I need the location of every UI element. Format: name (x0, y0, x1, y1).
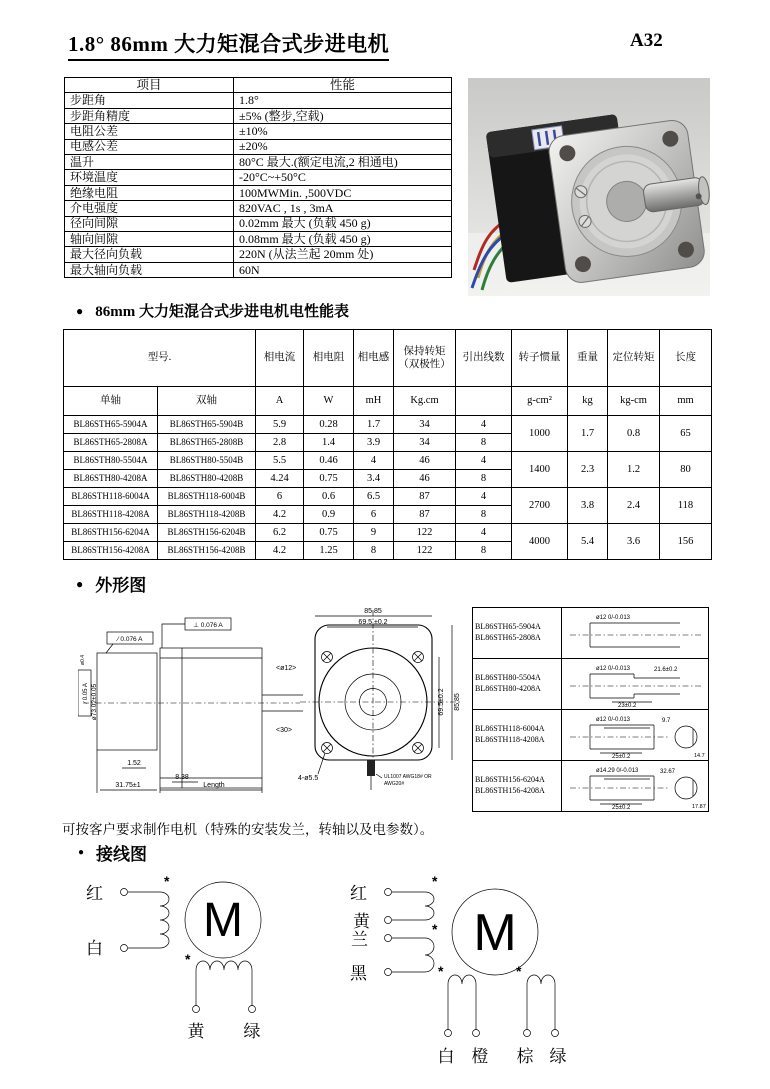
four-wire-diagram (86, 873, 261, 1041)
model-single: BL86STH118-4208A (64, 506, 158, 524)
model-single: BL86STH118-6004A (64, 488, 158, 506)
shaft-dim-2: 9.7 (662, 718, 671, 724)
spec-item: 电感公差 (65, 139, 234, 154)
perf-section-title: 86mm 大力矩混合式步进电机电性能表 (95, 304, 349, 320)
cell: 1.25 (304, 542, 354, 560)
eight-wire-diagram (350, 873, 567, 1066)
cell: 46 (394, 470, 456, 488)
shaft-dim-2: 21.6±0.2 (654, 667, 678, 673)
cell-weight: 2.3 (568, 452, 608, 488)
customization-note: 可按客户要求制作电机（特殊的安装发兰，转轴以及电参数）。 (62, 822, 434, 837)
motor-photo (468, 78, 710, 296)
phase-star: * (432, 921, 438, 937)
wire-label-white: 白 (437, 1047, 455, 1066)
cell: 4.2 (256, 506, 304, 524)
unit-mm: mm (660, 387, 712, 416)
dim-8.38: 8.38 (175, 774, 189, 781)
cell-detent: 3.6 (608, 524, 660, 560)
shaft-dia-dim: ø12 0/-0.013 (596, 666, 631, 672)
front-view-drawing (292, 602, 472, 814)
shaft-dia-dim: ø12 0/-0.013 (596, 717, 631, 723)
wiring-section-title: 接线图 (96, 845, 148, 864)
datum-small-label: ø0.4 (80, 654, 86, 666)
model-single: BL86STH156-6204A (64, 524, 158, 542)
cell: 0.28 (304, 416, 354, 434)
model-label: BL86STH65-2808A (475, 633, 541, 642)
col-length: 长度 (660, 330, 712, 387)
bullet-icon: ● (78, 846, 85, 858)
front-bolt-dim-vertical: 69.5±0.2 (438, 688, 445, 716)
pilot-diameter-label: ø73.02±0.05 (91, 683, 98, 721)
table-row (65, 185, 452, 200)
page-code: A32 (630, 30, 663, 51)
phase-star: * (516, 963, 522, 979)
cell: 8 (354, 542, 394, 560)
spec-value: -20°C~+50°C (234, 170, 452, 185)
col-detent-torque: 定位转矩 (608, 330, 660, 387)
unit-w: W (304, 387, 354, 416)
table-row (473, 659, 709, 710)
col-single-shaft: 单轴 (64, 387, 158, 416)
unit-kg: kg (568, 387, 608, 416)
table-row (64, 416, 712, 434)
shaft-dim-4: 14.7 (694, 753, 705, 759)
wire-label-red: 红 (350, 884, 367, 903)
cell: 4 (456, 416, 512, 434)
shaft-drawing (562, 711, 711, 759)
cell: 3.9 (354, 434, 394, 452)
cell: 8 (456, 542, 512, 560)
wire-label-red: 红 (86, 884, 103, 903)
wire-label-yellow: 黄 (187, 1022, 205, 1041)
cell: 0.9 (304, 506, 354, 524)
cell-detent: 2.4 (608, 488, 660, 524)
cell: 4.2 (256, 542, 304, 560)
shaft-drawing-cell (562, 659, 709, 710)
shaft-dim-3: 25±0.2 (612, 805, 631, 810)
cell: 0.75 (304, 524, 354, 542)
cell: 46 (394, 452, 456, 470)
model-double: BL86STH156-6204B (158, 524, 256, 542)
cell-length: 80 (660, 452, 712, 488)
cell: 0.6 (304, 488, 354, 506)
table-row (64, 330, 712, 387)
cell: 1.4 (304, 434, 354, 452)
cell: 0.75 (304, 470, 354, 488)
table-row (65, 154, 452, 169)
wire-label-yellow: 黄 (353, 912, 370, 931)
cell-inertia: 4000 (512, 524, 568, 560)
cell: 8 (456, 506, 512, 524)
spec-value: ±5% (整步,空载) (234, 108, 452, 123)
side-view-drawing (78, 602, 303, 814)
spec-item: 步距角 (65, 93, 234, 108)
table-row (64, 387, 712, 416)
spec-header-item: 项目 (65, 78, 234, 93)
table-row (65, 108, 452, 123)
cell: 5.9 (256, 416, 304, 434)
spec-item: 环境温度 (65, 170, 234, 185)
wire-label-blue: 兰 (351, 930, 368, 949)
spec-value: 220N (从法兰起 20mm 处) (234, 247, 452, 262)
cell: 1.7 (354, 416, 394, 434)
spec-item: 电阻公差 (65, 124, 234, 139)
table-row (64, 452, 712, 470)
cell-length: 65 (660, 416, 712, 452)
table-row (65, 93, 452, 108)
cell-weight: 5.4 (568, 524, 608, 560)
table-row (473, 710, 709, 761)
spec-item: 最大径向负载 (65, 247, 234, 262)
unit-mh: mH (354, 387, 394, 416)
cell: 4 (456, 488, 512, 506)
model-single: BL86STH65-5904A (64, 416, 158, 434)
shaft-variant-table (472, 607, 709, 812)
phase-star: * (185, 951, 191, 967)
wiring-diagram-image (0, 872, 770, 1089)
outline-side-view (78, 602, 303, 814)
wire-spec-note-line1: UL1007 AWG18# OR (384, 774, 432, 780)
front-bolt-dim: 69.5 ±0.2 (358, 619, 388, 626)
spec-item: 最大轴向负载 (65, 262, 234, 277)
cell-detent: 0.8 (608, 416, 660, 452)
shaft-dia-dim: ø12 0/-0.013 (596, 615, 631, 621)
phase-star: * (438, 963, 444, 979)
front-height-dim: 85.85 (454, 693, 461, 711)
shaft-drawing-cell (562, 761, 709, 812)
cell-inertia: 1400 (512, 452, 568, 488)
table-row (65, 139, 452, 154)
cell: 2.8 (256, 434, 304, 452)
wire-label-green: 绿 (549, 1047, 567, 1066)
cell: 34 (394, 416, 456, 434)
cell: 34 (394, 434, 456, 452)
table-row (65, 201, 452, 216)
shaft-drawing-cell (562, 608, 709, 659)
spec-value: 820VAC , 1s , 3mA (234, 201, 452, 216)
col-leads: 引出线数 (456, 330, 512, 387)
spec-item: 步距角精度 (65, 108, 234, 123)
shaft-drawing-cell (562, 710, 709, 761)
table-row (64, 488, 712, 506)
model-double: BL86STH118-4208B (158, 506, 256, 524)
model-double: BL86STH118-6004B (158, 488, 256, 506)
spec-item: 轴向间隙 (65, 231, 234, 246)
wire-label-white: 白 (86, 939, 103, 958)
table-row (65, 231, 452, 246)
model-label: BL86STH118-6004A (475, 724, 545, 734)
cell-inertia: 2700 (512, 488, 568, 524)
wire-label-orange: 橙 (471, 1047, 489, 1066)
model-label: BL86STH65-5904A (475, 622, 541, 632)
flatness-bottom-callout: ∕ 0.05 A (83, 683, 89, 703)
wire-label-black: 黑 (350, 964, 367, 983)
spec-table (64, 77, 452, 278)
model-label: BL86STH118-4208A (475, 735, 545, 744)
col-weight: 重量 (568, 330, 608, 387)
table-row (65, 170, 452, 185)
table-row (64, 524, 712, 542)
shaft-dim-2: 32.67 (660, 769, 676, 775)
bullet-icon: ● (76, 303, 84, 318)
cell: 87 (394, 506, 456, 524)
cell: 87 (394, 488, 456, 506)
spec-value: 0.02mm 最大 (负载 450 g) (234, 216, 452, 231)
spec-value: 0.08mm 最大 (负载 450 g) (234, 231, 452, 246)
page-title: 1.8° 86mm 大力矩混合式步进电机 (68, 28, 389, 61)
table-row (65, 78, 452, 93)
shaft-dim-4: 17.87 (692, 804, 706, 810)
table-row (473, 761, 709, 812)
shaft-dim-3: 25±0.2 (612, 754, 631, 759)
unit-a: A (256, 387, 304, 416)
model-label: BL86STH80-4208A (475, 684, 541, 693)
cell-detent: 1.2 (608, 452, 660, 488)
motor-photo-image (468, 78, 710, 296)
spec-value: 1.8° (234, 93, 452, 108)
shaft-dim-3: 23±0.2 (618, 703, 637, 708)
model-double: BL86STH65-5904B (158, 416, 256, 434)
col-model: 型号. (64, 330, 256, 387)
cell: 0.46 (304, 452, 354, 470)
model-single: BL86STH65-2808A (64, 434, 158, 452)
cell-weight: 3.8 (568, 488, 608, 524)
phase-star: * (432, 873, 438, 889)
perf-section-header (76, 300, 349, 321)
col-phase-inductance: 相电感 (354, 330, 394, 387)
unit-kgcm2: kg-cm (608, 387, 660, 416)
wire-label-brown: 棕 (516, 1047, 534, 1066)
shaft-drawing (562, 762, 711, 810)
flatness-top-callout: ⊥ 0.076 A (193, 622, 223, 629)
spec-value: 100MWMin. ,500VDC (234, 185, 452, 200)
unit-leads (456, 387, 512, 416)
cell-weight: 1.7 (568, 416, 608, 452)
model-double: BL86STH156-4208B (158, 542, 256, 560)
shaft-diameter-label: <ø12> (276, 665, 297, 672)
table-row (65, 247, 452, 262)
spec-value: ±20% (234, 139, 452, 154)
motor-symbol: M (203, 894, 243, 947)
cell: 9 (354, 524, 394, 542)
outline-section-title: 外形图 (95, 576, 147, 595)
unit-kgcm: Kg.cm (394, 387, 456, 416)
shaft-length-label: <30> (276, 727, 292, 734)
wire-label-green: 绿 (243, 1022, 261, 1041)
table-row (65, 262, 452, 277)
unit-gcm2: g-cm² (512, 387, 568, 416)
cell-length: 118 (660, 488, 712, 524)
cell: 122 (394, 524, 456, 542)
cell: 6 (354, 506, 394, 524)
model-double: BL86STH65-2808B (158, 434, 256, 452)
outline-section-header (76, 571, 146, 596)
shaft-models (473, 710, 562, 761)
shaft-models (473, 761, 562, 812)
shaft-drawing (562, 660, 711, 708)
bullet-icon: ● (76, 576, 84, 591)
cell: 4 (456, 524, 512, 542)
spec-item: 介电强度 (65, 201, 234, 216)
cell: 6.2 (256, 524, 304, 542)
cell: 4 (354, 452, 394, 470)
shaft-models (473, 659, 562, 710)
cell-length: 156 (660, 524, 712, 560)
model-single: BL86STH156-4208A (64, 542, 158, 560)
cell: 5.5 (256, 452, 304, 470)
model-double: BL86STH80-4208B (158, 470, 256, 488)
motor-symbol: M (473, 904, 517, 962)
wiring-diagrams (0, 872, 770, 1089)
spec-value: ±10% (234, 124, 452, 139)
dim-31.75: 31.75±1 (115, 782, 141, 789)
mount-holes-label: 4-ø5.5 (298, 775, 319, 782)
performance-table (63, 329, 712, 560)
spec-item: 温升 (65, 154, 234, 169)
model-label: BL86STH156-6204A (475, 775, 545, 785)
spec-value: 80°C 最大.(额定电流,2 相通电) (234, 154, 452, 169)
spec-item: 径向间隙 (65, 216, 234, 231)
table-row (65, 124, 452, 139)
cell: 4 (456, 452, 512, 470)
table-row (65, 216, 452, 231)
model-single: BL86STH80-5504A (64, 452, 158, 470)
shaft-drawing (562, 609, 711, 657)
col-phase-resistance: 相电阻 (304, 330, 354, 387)
spec-value: 60N (234, 262, 452, 277)
cell: 8 (456, 434, 512, 452)
col-double-shaft: 双轴 (158, 387, 256, 416)
cell: 8 (456, 470, 512, 488)
cell: 6.5 (354, 488, 394, 506)
cell: 4.24 (256, 470, 304, 488)
model-double: BL86STH80-5504B (158, 452, 256, 470)
cell: 3.4 (354, 470, 394, 488)
cell: 122 (394, 542, 456, 560)
model-label: BL86STH156-4208A (475, 786, 545, 795)
outline-front-view (292, 602, 472, 814)
col-holding-torque: 保持转矩（双极性） (394, 330, 456, 387)
col-phase-current: 相电流 (256, 330, 304, 387)
cell: 6 (256, 488, 304, 506)
col-rotor-inertia: 转子惯量 (512, 330, 568, 387)
wire-spec-note-line2: AWG20# (384, 781, 405, 787)
phase-star: * (164, 873, 170, 889)
table-row (473, 608, 709, 659)
model-single: BL86STH80-4208A (64, 470, 158, 488)
model-label: BL86STH80-5504A (475, 673, 541, 683)
spec-item: 绝缘电阻 (65, 185, 234, 200)
flatness-left-callout: ∕ 0.076 A (117, 636, 143, 643)
cell-inertia: 1000 (512, 416, 568, 452)
wiring-section-header (78, 840, 147, 865)
shaft-models (473, 608, 562, 659)
shaft-dia-dim: ø14.29 0/-0.013 (596, 768, 639, 774)
dim-1.52: 1.52 (127, 760, 141, 767)
dim-length: Length (203, 782, 225, 789)
front-width-dim: 85.85 (364, 608, 382, 615)
spec-header-value: 性能 (234, 78, 452, 93)
